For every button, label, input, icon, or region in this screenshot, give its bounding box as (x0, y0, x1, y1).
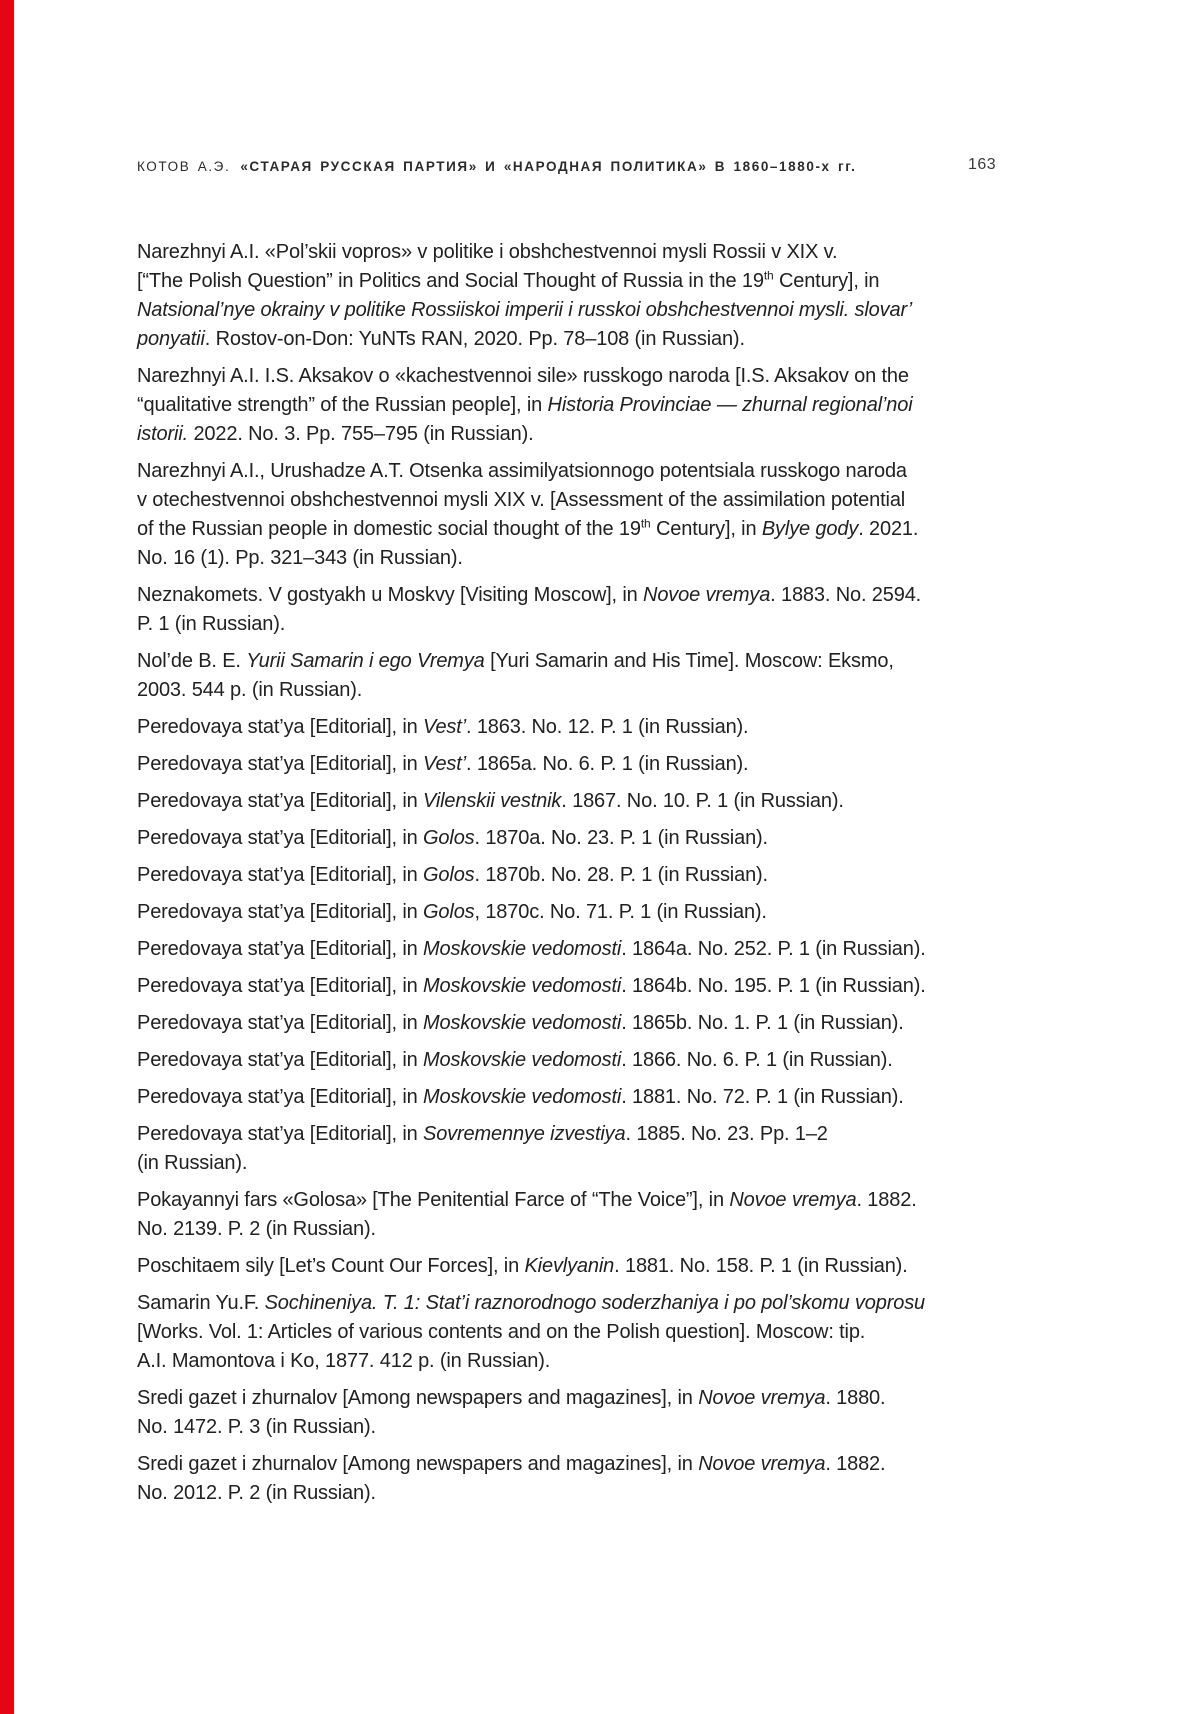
reference-text: A.I. Mamontova i Ko, 1877. 412 p. (in Russian). (137, 1350, 551, 1372)
reference-title-italic: Moskovskie vedomosti (423, 938, 622, 960)
reference-title-italic: istorii. (137, 423, 189, 445)
reference-text: Peredovaya stat’ya [Editorial], in (137, 753, 424, 775)
reference-entry (137, 1120, 1147, 1178)
reference-text: . 1881. No. 72. P. 1 (in Russian). (621, 1086, 904, 1108)
reference-text: of the Russian people in domestic social thought of the 19 (137, 518, 641, 540)
reference-title-italic: Sovremennye izvestiya (423, 1123, 626, 1145)
reference-title-italic: Novoe vremya (698, 1387, 826, 1409)
reference-text: Peredovaya stat’ya [Editorial], in (137, 975, 424, 997)
reference-text: v otechestvennoi obshchestvennoi mysli XIX v. [Assessment of the assimilation potential (137, 489, 906, 511)
reference-text: Peredovaya stat’ya [Editorial], in (137, 864, 424, 886)
reference-entry (137, 1186, 1147, 1244)
reference-title-italic: Moskovskie vedomosti (423, 1049, 622, 1071)
reference-text: Peredovaya stat’ya [Editorial], in (137, 1049, 424, 1071)
reference-text: . 1882. (825, 1453, 886, 1475)
reference-text: [“The Polish Question” in Politics and Social Thought of Russia in the 19 (137, 270, 764, 292)
red-edge-strip (0, 0, 14, 1714)
reference-title-italic: Golos (423, 901, 475, 923)
reference-text: Peredovaya stat’ya [Editorial], in (137, 790, 424, 812)
reference-title-italic: Bylye gody (761, 518, 859, 540)
reference-text: 2003. 544 p. (in Russian). (137, 679, 363, 701)
reference-text: [Works. Vol. 1: Articles of various contents and on the Polish question]. Moscow: tip. (137, 1321, 866, 1343)
reference-title-italic: Golos (423, 864, 475, 886)
reference-text: “qualitative strength” of the Russian people], in (137, 394, 548, 416)
reference-text: . 1863. No. 12. P. 1 (in Russian). (466, 716, 749, 738)
running-header (137, 158, 856, 176)
reference-text: . 1883. No. 2594. (770, 584, 922, 606)
reference-title-italic: Novoe vremya (729, 1189, 857, 1211)
reference-entry (137, 898, 1147, 927)
reference-title-italic: Moskovskie vedomosti (423, 1012, 622, 1034)
reference-text: Sredi gazet i zhurnalov [Among newspapers and magazines], in (137, 1387, 699, 1409)
reference-title-italic: Golos (423, 827, 475, 849)
reference-text: . 1882. (856, 1189, 917, 1211)
reference-text: . 1867. No. 10. P. 1 (in Russian). (561, 790, 844, 812)
reference-text: , 1870c. No. 71. P. 1 (in Russian). (474, 901, 767, 923)
reference-title-italic: Sochineniya. T. 1: Stat’i raznorodnogo soderzhaniya i po pol’skomu voprosu (264, 1292, 926, 1314)
reference-entry (137, 362, 1147, 449)
reference-entry (137, 1009, 1147, 1038)
reference-entry (137, 787, 1147, 816)
reference-text: . Rostov-on-Don: YuNTs RAN, 2020. Pp. 78–108 (in Russian). (204, 328, 745, 350)
reference-text: P. 1 (in Russian). (137, 613, 286, 635)
reference-entry (137, 647, 1147, 705)
reference-text: Sredi gazet i zhurnalov [Among newspapers and magazines], in (137, 1453, 699, 1475)
running-header-author: КОТОВ А.Э. (137, 159, 231, 174)
reference-text: Peredovaya stat’ya [Editorial], in (137, 938, 424, 960)
reference-entry (137, 1450, 1147, 1508)
reference-text: Narezhnyi A.I. I.S. Aksakov o «kachestvennoi sile» russkogo naroda [I.S. Aksakov on the (137, 365, 909, 387)
reference-superscript: th (763, 268, 774, 283)
running-header-title: «СТАРАЯ РУССКАЯ ПАРТИЯ» И «НАРОДНАЯ ПОЛИТИКА» В 1860–1880-х гг. (240, 159, 857, 174)
reference-text: Neznakomets. V gostyakh u Moskvy [Visiting Moscow], in (137, 584, 644, 606)
reference-title-italic: Vest’ (423, 753, 466, 775)
references-list (137, 238, 1147, 1516)
reference-entry (137, 750, 1147, 779)
reference-text: . 1866. No. 6. P. 1 (in Russian). (621, 1049, 893, 1071)
reference-entry (137, 457, 1147, 573)
reference-title-italic: Vest’ (423, 716, 466, 738)
reference-text: Century], in (773, 270, 880, 292)
reference-entry (137, 935, 1147, 964)
reference-text: . 1865a. No. 6. P. 1 (in Russian). (466, 753, 749, 775)
reference-title-italic: Moskovskie vedomosti (423, 975, 622, 997)
reference-text: . 1881. No. 158. P. 1 (in Russian). (614, 1255, 908, 1277)
reference-title-italic: Natsional’nye okrainy v politike Rossiiskoi imperii i russkoi obshchestvennoi mysli. slovar’ (137, 299, 913, 321)
reference-text: . 1870a. No. 23. P. 1 (in Russian). (474, 827, 768, 849)
reference-title-italic: Novoe vremya (643, 584, 771, 606)
reference-entry (137, 1046, 1147, 1075)
reference-title-italic: Historia Provinciae — zhurnal regional’noi (547, 394, 913, 416)
reference-text: . 1870b. No. 28. P. 1 (in Russian). (474, 864, 768, 886)
reference-text: Peredovaya stat’ya [Editorial], in (137, 1123, 424, 1145)
reference-text: No. 1472. P. 3 (in Russian). (137, 1416, 376, 1438)
reference-text: (in Russian). (137, 1152, 248, 1174)
reference-text: [Yuri Samarin and His Time]. Moscow: Eksmo, (484, 650, 894, 672)
reference-entry (137, 1252, 1147, 1281)
reference-title-italic: Vilenskii vestnik (423, 790, 562, 812)
reference-text: Peredovaya stat’ya [Editorial], in (137, 1086, 424, 1108)
reference-text: . 1865b. No. 1. P. 1 (in Russian). (621, 1012, 904, 1034)
reference-text: . 1885. No. 23. Pp. 1–2 (625, 1123, 828, 1145)
reference-text: No. 2012. P. 2 (in Russian). (137, 1482, 376, 1504)
reference-text: Poschitaem sily [Let’s Count Our Forces], in (137, 1255, 525, 1277)
reference-text: . 1880. (825, 1387, 886, 1409)
reference-entry (137, 1289, 1147, 1376)
reference-entry (137, 861, 1147, 890)
reference-text: Samarin Yu.F. (137, 1292, 265, 1314)
reference-entry (137, 1083, 1147, 1112)
reference-text: Peredovaya stat’ya [Editorial], in (137, 901, 424, 923)
reference-text: No. 2139. P. 2 (in Russian). (137, 1218, 376, 1240)
reference-text: . 1864b. No. 195. P. 1 (in Russian). (621, 975, 926, 997)
reference-superscript: th (640, 516, 651, 531)
reference-title-italic: Moskovskie vedomosti (423, 1086, 622, 1108)
reference-text: Century], in (650, 518, 762, 540)
reference-entry (137, 238, 1147, 354)
reference-text: Peredovaya stat’ya [Editorial], in (137, 716, 424, 738)
reference-text: Pokayannyi fars «Golosa» [The Penitential Farce of “The Voice”], in (137, 1189, 730, 1211)
reference-text: . 1864a. No. 252. P. 1 (in Russian). (621, 938, 926, 960)
reference-entry (137, 824, 1147, 853)
page-number: 163 (968, 156, 997, 173)
reference-text: . 2021. (858, 518, 919, 540)
reference-entry (137, 713, 1147, 742)
reference-text: Peredovaya stat’ya [Editorial], in (137, 1012, 424, 1034)
reference-text: 2022. No. 3. Pp. 755–795 (in Russian). (188, 423, 534, 445)
reference-title-italic: Novoe vremya (698, 1453, 826, 1475)
reference-entry (137, 1384, 1147, 1442)
reference-text: Narezhnyi A.I. «Pol’skii vopros» v politike i obshchestvennoi mysli Rossii v XIX v. (137, 241, 838, 263)
reference-text: Narezhnyi A.I., Urushadze A.T. Otsenka assimilyatsionnogo potentsiala russkogo naroda (137, 460, 907, 482)
reference-text: Peredovaya stat’ya [Editorial], in (137, 827, 424, 849)
reference-text: Nol’de B. E. (137, 650, 247, 672)
reference-entry (137, 581, 1147, 639)
reference-entry (137, 972, 1147, 1001)
reference-title-italic: Yurii Samarin i ego Vremya (246, 650, 485, 672)
reference-title-italic: Kievlyanin (524, 1255, 615, 1277)
reference-title-italic: ponyatii (137, 328, 205, 350)
reference-text: No. 16 (1). Pp. 321–343 (in Russian). (137, 547, 463, 569)
